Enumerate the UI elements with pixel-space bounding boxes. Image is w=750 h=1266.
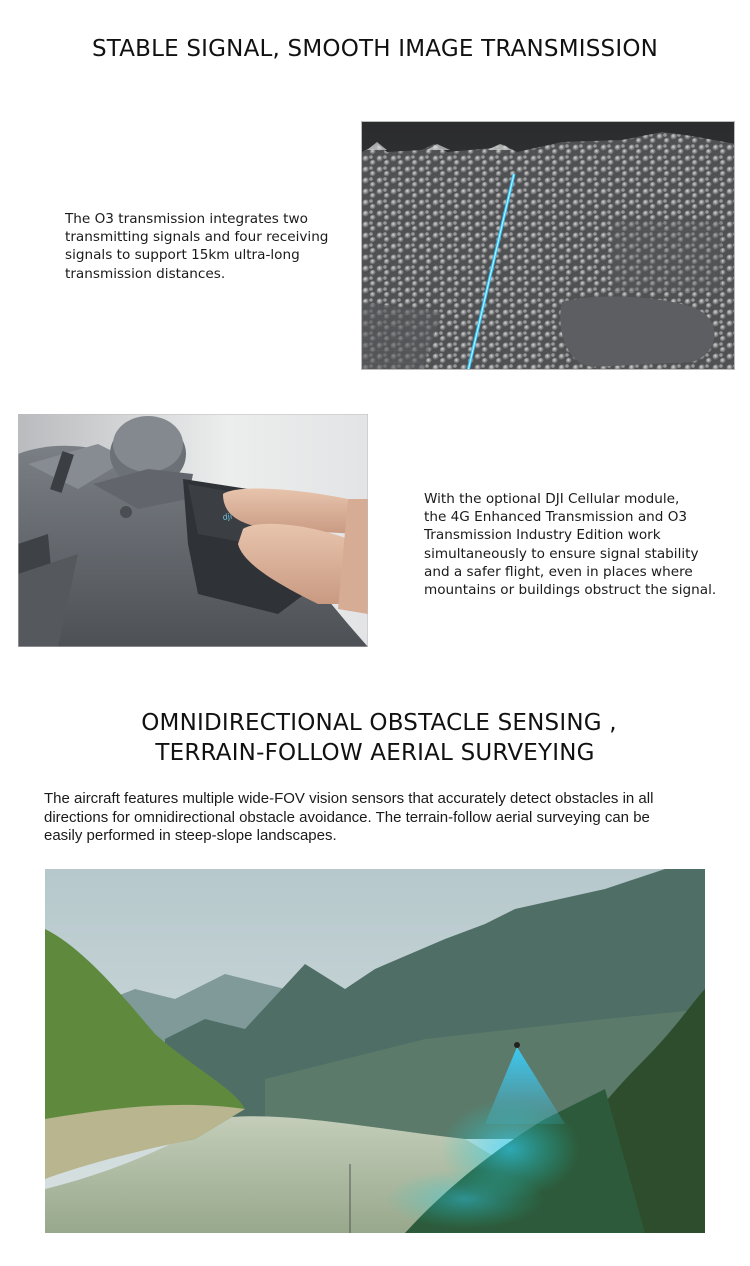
paragraph-line: simultaneously to ensure signal stability (424, 545, 699, 562)
title-line: TERRAIN-FOLLOW AERIAL SURVEYING (155, 740, 595, 766)
paragraph-line: mountains or buildings obstruct the signal. (424, 582, 717, 599)
paragraph-line: The O3 transmission integrates two (65, 211, 308, 227)
paragraph-line: easily performed in steep-slope landscapes. (44, 827, 337, 844)
paragraph-line: The aircraft features multiple wide-FOV vision sensors that accurately detect obstacles in all (44, 790, 654, 807)
paragraph-line: and a safer flight, even in places where (424, 563, 693, 580)
point-cloud-terrain-image (361, 121, 735, 370)
paragraph-line: transmission distances. (65, 265, 226, 282)
paragraph-line: With the optional DJI Cellular module, (424, 491, 680, 507)
obstacle-sensing-description (44, 790, 653, 846)
cellular-module-image (18, 414, 368, 647)
title-line: OMNIDIRECTIONAL OBSTACLE SENSING , (141, 710, 617, 736)
paragraph-line: the 4G Enhanced Transmission and O3 (424, 509, 688, 526)
paragraph-line: signals to support 15km ultra-long (65, 247, 300, 264)
paragraph-line: directions for omnidirectional obstacle avoidance. The terrain-follow aerial surveying can be (44, 808, 650, 826)
paragraph-line: transmitting signals and four receiving (65, 229, 329, 246)
section-title-obstacle-sensing (0, 708, 750, 768)
terrain-follow-landscape-image (45, 869, 705, 1233)
section-title-stable-signal: STABLE SIGNAL, SMOOTH IMAGE TRANSMISSION (91, 36, 659, 62)
cellular-module-description (424, 490, 716, 599)
dji-logo: dji (222, 511, 233, 522)
transmission-description (65, 210, 328, 283)
paragraph-line: Transmission Industry Edition work (424, 527, 661, 544)
